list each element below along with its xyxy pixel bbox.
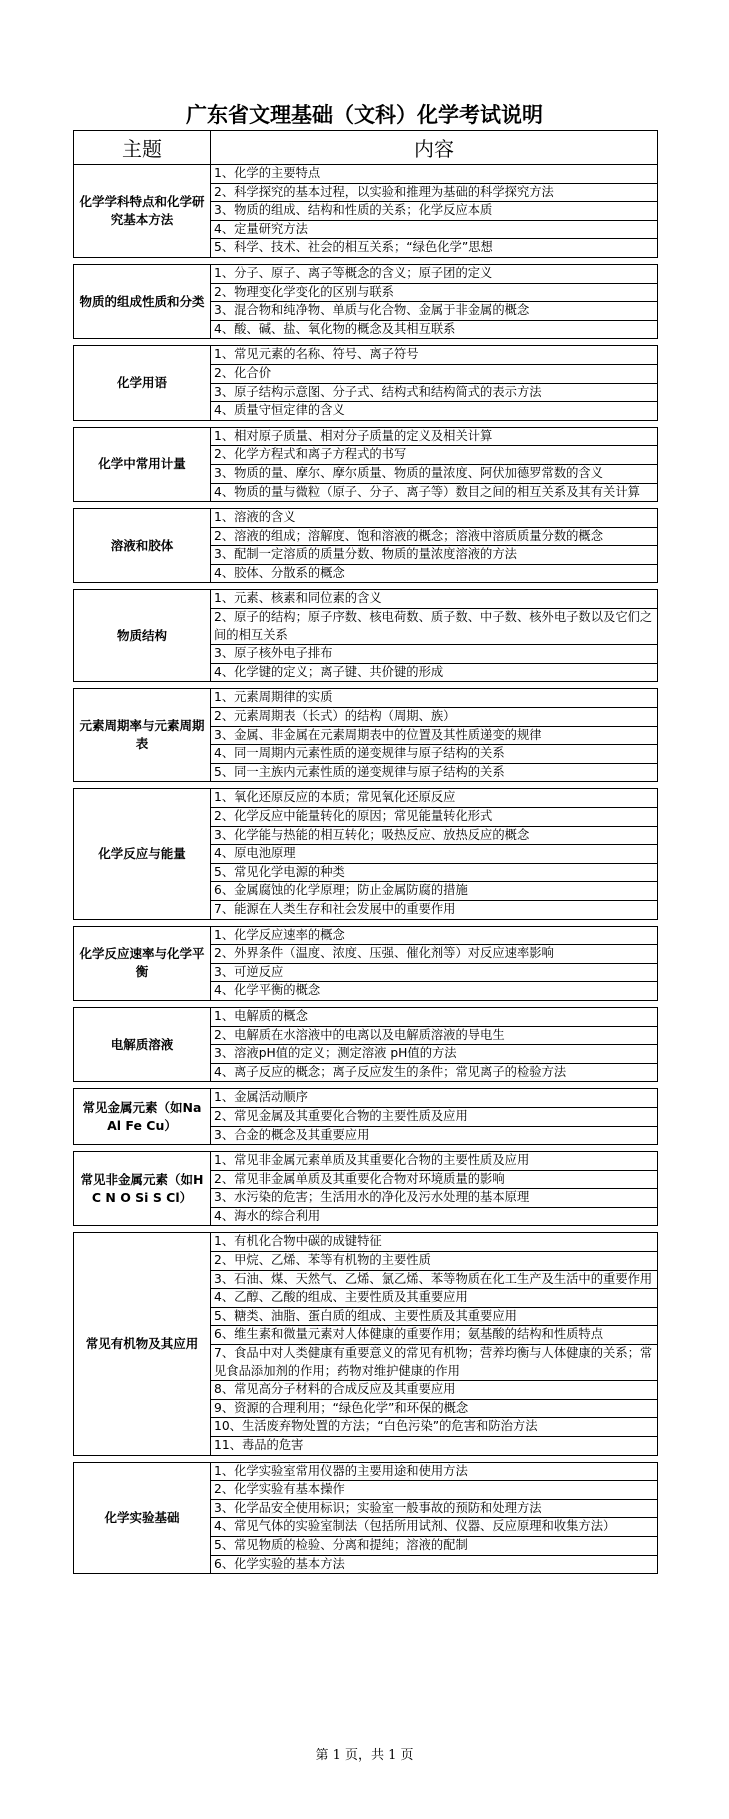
spacer-cell bbox=[211, 1000, 658, 1007]
topic-cell: 常见非金属元素（如H C N O Si S Cl） bbox=[74, 1152, 211, 1226]
list-item: 3、配制一定溶质的质量分数、物质的量浓度溶液的方法 bbox=[211, 546, 657, 565]
spacer-cell bbox=[211, 1455, 658, 1462]
spacer-cell bbox=[211, 782, 658, 789]
list-item: 3、原子核外电子排布 bbox=[211, 645, 657, 664]
list-item: 5、同一主族内元素性质的递变规律与原子结构的关系 bbox=[214, 764, 505, 779]
list-item: 1、化学反应速率的概念 bbox=[211, 927, 657, 946]
content-cell bbox=[211, 264, 658, 338]
spacer-cell bbox=[211, 502, 658, 509]
section-spacer bbox=[74, 782, 658, 789]
list-item: 3、物质的量、摩尔、摩尔质量、物质的量浓度、阿伏加德罗常数的含义 bbox=[211, 465, 657, 484]
list-item: 3、可逆反应 bbox=[211, 964, 657, 983]
list-item: 1、氧化还原反应的本质；常见氧化还原反应 bbox=[211, 789, 657, 808]
topic-cell: 物质结构 bbox=[74, 590, 211, 682]
content-cell bbox=[211, 427, 658, 501]
list-item: 8、常见高分子材料的合成反应及其重要应用 bbox=[211, 1381, 657, 1400]
spacer-cell bbox=[74, 1145, 211, 1152]
spacer-cell bbox=[74, 502, 211, 509]
spacer-cell bbox=[211, 919, 658, 926]
section-spacer bbox=[74, 420, 658, 427]
list-item: 3、物质的组成、结构和性质的关系；化学反应本质 bbox=[211, 202, 657, 221]
table-row bbox=[74, 1233, 658, 1455]
content-cell bbox=[211, 590, 658, 682]
table-header-row bbox=[74, 131, 658, 165]
list-item: 4、离子反应的概念；离子反应发生的条件；常见离子的检验方法 bbox=[214, 1064, 567, 1079]
section-spacer bbox=[74, 1145, 658, 1152]
spacer-cell bbox=[74, 339, 211, 346]
list-item: 4、乙醇、乙酸的组成、主要性质及其重要应用 bbox=[211, 1289, 657, 1308]
list-item: 2、甲烷、乙烯、苯等有机物的主要性质 bbox=[211, 1252, 657, 1271]
table-row bbox=[74, 926, 658, 1000]
topic-cell: 常见有机物及其应用 bbox=[74, 1233, 211, 1455]
table-row bbox=[74, 789, 658, 919]
content-cell bbox=[211, 1089, 658, 1145]
list-item: 2、电解质在水溶液中的电离以及电解质溶液的导电生 bbox=[211, 1027, 657, 1046]
list-item: 3、原子结构示意图、分子式、结构式和结构简式的表示方法 bbox=[211, 384, 657, 403]
content-cell bbox=[211, 926, 658, 1000]
topic-cell: 化学实验基础 bbox=[74, 1462, 211, 1574]
spacer-cell bbox=[211, 420, 658, 427]
list-item: 7、能源在人类生存和社会发展中的重要作用 bbox=[214, 901, 456, 916]
spacer-cell bbox=[211, 1145, 658, 1152]
topic-cell: 化学学科特点和化学研究基本方法 bbox=[74, 165, 211, 258]
list-item: 1、元素、核素和同位素的含义 bbox=[211, 590, 657, 609]
topic-cell: 化学用语 bbox=[74, 346, 211, 420]
topic-cell: 物质的组成性质和分类 bbox=[74, 264, 211, 338]
list-item: 4、常见气体的实验室制法（包括所用试剂、仪器、反应原理和收集方法） bbox=[211, 1518, 657, 1537]
list-item: 2、元素周期表（长式）的结构（周期、族） bbox=[211, 708, 657, 727]
content-cell bbox=[211, 1233, 658, 1455]
list-item: 6、金属腐蚀的化学原理；防止金属防腐的措施 bbox=[211, 882, 657, 901]
list-item: 1、金属活动顺序 bbox=[211, 1089, 657, 1108]
content-cell bbox=[211, 346, 658, 420]
spacer-cell bbox=[211, 1082, 658, 1089]
section-spacer bbox=[74, 502, 658, 509]
syllabus-table bbox=[73, 130, 658, 1574]
list-item: 1、常见元素的名称、符号、离子符号 bbox=[211, 346, 657, 365]
list-item: 2、外界条件（温度、浓度、压强、催化剂等）对反应速率影响 bbox=[211, 945, 657, 964]
list-item: 1、电解质的概念 bbox=[211, 1008, 657, 1027]
list-item: 7、食品中对人类健康有重要意义的常见有机物；营养均衡与人体健康的关系；常见食品添加剂的作用；药物对维护健康的作用 bbox=[211, 1345, 657, 1381]
content-cell bbox=[211, 165, 658, 258]
list-item: 4、化学平衡的概念 bbox=[214, 983, 321, 998]
table-row bbox=[74, 1462, 658, 1574]
list-item: 2、化学方程式和离子方程式的书写 bbox=[211, 446, 657, 465]
list-item: 3、石油、煤、天然气、乙烯、氯乙烯、苯等物质在化工生产及生活中的重要作用 bbox=[211, 1271, 657, 1290]
list-item: 3、化学品安全使用标识；实验室一般事故的预防和处理方法 bbox=[211, 1500, 657, 1519]
list-item: 5、常见物质的检验、分离和提纯；溶液的配制 bbox=[211, 1537, 657, 1556]
list-item: 3、合金的概念及其重要应用 bbox=[214, 1127, 370, 1142]
section-spacer bbox=[74, 1000, 658, 1007]
list-item: 3、水污染的危害；生活用水的净化及污水处理的基本原理 bbox=[211, 1189, 657, 1208]
spacer-cell bbox=[74, 257, 211, 264]
list-item: 4、海水的综合利用 bbox=[214, 1208, 321, 1223]
list-item: 6、维生素和微量元素对人体健康的重要作用；氨基酸的结构和性质特点 bbox=[211, 1326, 657, 1345]
page-title: 广东省文理基础（文科）化学考试说明 bbox=[186, 102, 543, 127]
content-cell bbox=[211, 509, 658, 583]
spacer-cell bbox=[211, 682, 658, 689]
header-topic: 主题 bbox=[74, 131, 211, 165]
table-row bbox=[74, 689, 658, 782]
list-item: 2、物理变化学变化的区别与联系 bbox=[211, 284, 657, 303]
section-spacer bbox=[74, 339, 658, 346]
spacer-cell bbox=[74, 782, 211, 789]
spacer-cell bbox=[74, 583, 211, 590]
topic-cell: 常见金属元素（如Na Al Fe Cu） bbox=[74, 1089, 211, 1145]
header-content: 内容 bbox=[211, 131, 658, 165]
list-item: 3、化学能与热能的相互转化；吸热反应、放热反应的概念 bbox=[211, 827, 657, 846]
list-item: 5、科学、技术、社会的相互关系；“绿色化学”思想 bbox=[214, 240, 493, 255]
spacer-cell bbox=[211, 257, 658, 264]
section-spacer bbox=[74, 682, 658, 689]
list-item: 3、混合物和纯净物、单质与化合物、金属于非金属的概念 bbox=[211, 302, 657, 321]
list-item: 9、资源的合理利用；“绿色化学”和环保的概念 bbox=[211, 1400, 657, 1419]
spacer-cell bbox=[74, 682, 211, 689]
section-spacer bbox=[74, 1455, 658, 1462]
list-item: 4、化学键的定义；离子键、共价键的形成 bbox=[214, 664, 444, 679]
list-item: 1、化学的主要特点 bbox=[211, 165, 657, 184]
topic-cell: 溶液和胶体 bbox=[74, 509, 211, 583]
content-cell bbox=[211, 689, 658, 782]
section-spacer bbox=[74, 1226, 658, 1233]
spacer-cell bbox=[211, 583, 658, 590]
list-item: 5、糖类、油脂、蛋白质的组成、主要性质及其重要应用 bbox=[211, 1308, 657, 1327]
list-item: 2、原子的结构；原子序数、核电荷数、质子数、中子数、核外电子数以及它们之间的相互关系 bbox=[211, 609, 657, 645]
table-row bbox=[74, 590, 658, 682]
list-item: 4、物质的量与微粒（原子、分子、离子等）数目之间的相互关系及其有关计算 bbox=[214, 484, 640, 499]
content-cell bbox=[211, 1462, 658, 1574]
list-item: 2、常见金属及其重要化合物的主要性质及应用 bbox=[211, 1108, 657, 1127]
list-item: 1、相对原子质量、相对分子质量的定义及相关计算 bbox=[211, 428, 657, 447]
list-item: 2、化合价 bbox=[211, 365, 657, 384]
list-item: 1、溶液的含义 bbox=[211, 509, 657, 528]
list-item: 6、化学实验的基本方法 bbox=[214, 1556, 345, 1571]
list-item: 4、酸、碱、盐、氧化物的概念及其相互联系 bbox=[214, 321, 456, 336]
table-body bbox=[74, 165, 658, 1574]
spacer-cell bbox=[74, 420, 211, 427]
list-item: 2、化学实验有基本操作 bbox=[211, 1481, 657, 1500]
list-item: 1、分子、原子、离子等概念的含义；原子团的定义 bbox=[211, 265, 657, 284]
spacer-cell bbox=[74, 1000, 211, 1007]
list-item: 10、生活废弃物处置的方法；“白色污染”的危害和防治方法 bbox=[211, 1418, 657, 1437]
list-item: 2、科学探究的基本过程，以实验和推理为基础的科学探究方法 bbox=[211, 184, 657, 203]
table-row bbox=[74, 264, 658, 338]
spacer-cell bbox=[74, 1455, 211, 1462]
list-item: 1、常见非金属元素单质及其重要化合物的主要性质及应用 bbox=[211, 1152, 657, 1171]
list-item: 4、质量守恒定律的含义 bbox=[214, 403, 345, 418]
list-item: 4、原电池原理 bbox=[211, 845, 657, 864]
list-item: 2、溶液的组成；溶解度、饱和溶液的概念；溶液中溶质质量分数的概念 bbox=[211, 528, 657, 547]
spacer-cell bbox=[211, 1226, 658, 1233]
list-item: 3、金属、非金属在元素周期表中的位置及其性质递变的规律 bbox=[211, 727, 657, 746]
list-item: 3、溶液pH值的定义；测定溶液 pH值的方法 bbox=[211, 1045, 657, 1064]
topic-cell: 化学中常用计量 bbox=[74, 427, 211, 501]
table-row bbox=[74, 1089, 658, 1145]
page-footer: 第 1 页，共 1 页 bbox=[315, 1748, 414, 1763]
list-item: 11、毒品的危害 bbox=[214, 1438, 304, 1452]
list-item: 2、常见非金属单质及其重要化合物对环境质量的影响 bbox=[211, 1171, 657, 1190]
list-item: 4、同一周期内元素性质的递变规律与原子结构的关系 bbox=[211, 745, 657, 764]
table-row bbox=[74, 165, 658, 258]
table-row bbox=[74, 509, 658, 583]
table-row bbox=[74, 1007, 658, 1081]
list-item: 4、定量研究方法 bbox=[211, 221, 657, 240]
list-item: 4、胶体、分散系的概念 bbox=[214, 565, 345, 580]
topic-cell: 电解质溶液 bbox=[74, 1007, 211, 1081]
list-item: 2、化学反应中能量转化的原因；常见能量转化形式 bbox=[211, 808, 657, 827]
section-spacer bbox=[74, 919, 658, 926]
spacer-cell bbox=[74, 1082, 211, 1089]
content-cell bbox=[211, 789, 658, 919]
spacer-cell bbox=[74, 919, 211, 926]
table-row bbox=[74, 1152, 658, 1226]
section-spacer bbox=[74, 1082, 658, 1089]
list-item: 1、化学实验室常用仪器的主要用途和使用方法 bbox=[211, 1463, 657, 1482]
spacer-cell bbox=[211, 339, 658, 346]
table-row bbox=[74, 346, 658, 420]
content-cell bbox=[211, 1152, 658, 1226]
content-cell bbox=[211, 1007, 658, 1081]
topic-cell: 元素周期率与元素周期表 bbox=[74, 689, 211, 782]
list-item: 1、元素周期律的实质 bbox=[211, 689, 657, 708]
table-row bbox=[74, 427, 658, 501]
section-spacer bbox=[74, 257, 658, 264]
spacer-cell bbox=[74, 1226, 211, 1233]
section-spacer bbox=[74, 583, 658, 590]
topic-cell: 化学反应速率与化学平衡 bbox=[74, 926, 211, 1000]
topic-cell: 化学反应与能量 bbox=[74, 789, 211, 919]
list-item: 5、常见化学电源的种类 bbox=[211, 864, 657, 883]
list-item: 1、有机化合物中碳的成键特征 bbox=[211, 1233, 657, 1252]
